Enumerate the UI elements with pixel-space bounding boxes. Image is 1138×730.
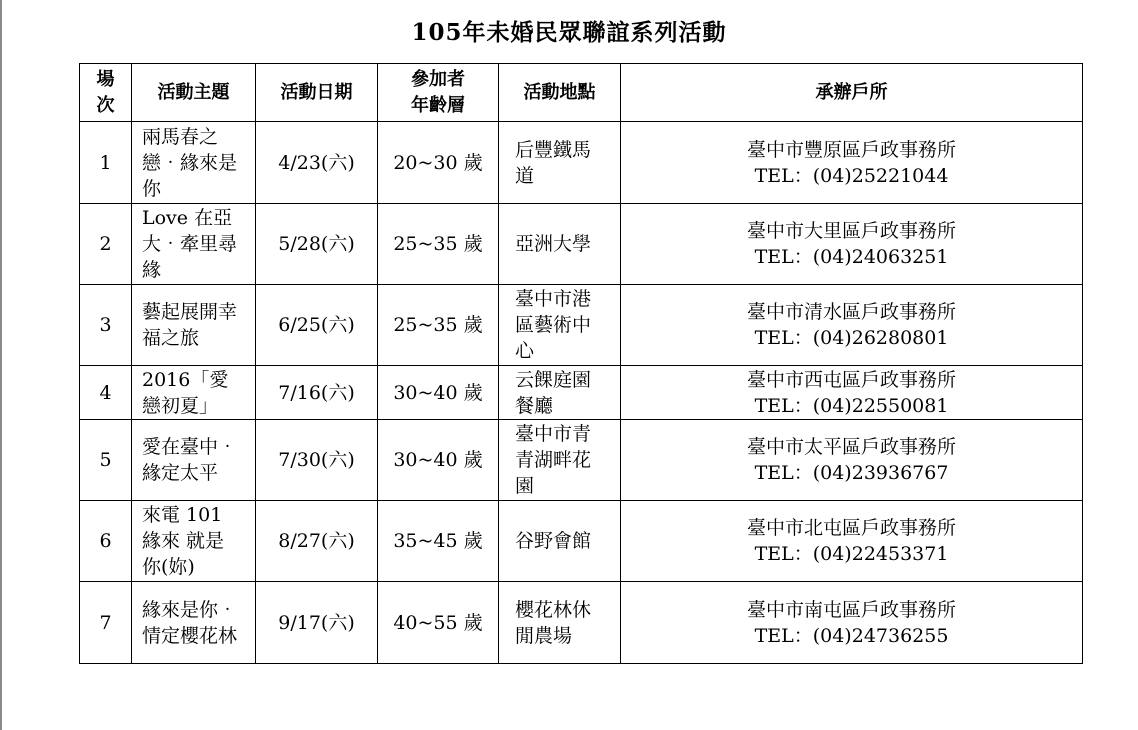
row-age: 30~40 歲 bbox=[378, 366, 499, 420]
row-office: 臺中市大里區戶政事務所 TEL：(04)24063251 bbox=[621, 204, 1083, 285]
row-venue: 后豐鐵馬道 bbox=[499, 122, 621, 204]
row-index: 4 bbox=[80, 366, 132, 420]
row-age: 20~30 歲 bbox=[378, 122, 499, 204]
row-date: 9/17(六) bbox=[256, 582, 378, 664]
row-theme: 2016「愛戀初夏」 bbox=[132, 366, 256, 420]
table-row bbox=[80, 582, 1083, 664]
row-date: 8/27(六) bbox=[256, 501, 378, 582]
activity-table bbox=[79, 63, 1083, 664]
row-index: 3 bbox=[80, 285, 132, 366]
row-date: 4/23(六) bbox=[256, 122, 378, 204]
row-age: 30~40 歲 bbox=[378, 420, 499, 501]
table-row bbox=[80, 366, 1083, 420]
page-left-edge bbox=[0, 0, 2, 730]
row-index: 5 bbox=[80, 420, 132, 501]
row-theme: 兩馬春之戀‧緣來是你 bbox=[132, 122, 256, 204]
table-row bbox=[80, 122, 1083, 204]
header-date: 活動日期 bbox=[256, 64, 378, 122]
row-venue: 臺中市港區藝術中心 bbox=[499, 285, 621, 366]
row-index: 1 bbox=[80, 122, 132, 204]
row-date: 7/30(六) bbox=[256, 420, 378, 501]
table-row bbox=[80, 420, 1083, 501]
row-date: 7/16(六) bbox=[256, 366, 378, 420]
document-title: 105年未婚民眾聯誼系列活動 bbox=[411, 19, 727, 46]
row-venue: 亞洲大學 bbox=[499, 204, 621, 285]
row-age: 25~35 歲 bbox=[378, 204, 499, 285]
row-venue: 云餜庭園餐廳 bbox=[499, 366, 621, 420]
row-theme: 愛在臺中‧緣定太平 bbox=[132, 420, 256, 501]
row-date: 5/28(六) bbox=[256, 204, 378, 285]
row-index: 2 bbox=[80, 204, 132, 285]
row-index: 7 bbox=[80, 582, 132, 664]
header-theme: 活動主題 bbox=[132, 64, 256, 122]
row-date: 6/25(六) bbox=[256, 285, 378, 366]
row-age: 40~55 歲 bbox=[378, 582, 499, 664]
row-office: 臺中市北屯區戶政事務所 TEL：(04)22453371 bbox=[621, 501, 1083, 582]
header-venue: 活動地點 bbox=[499, 64, 621, 122]
row-theme: 來電 101 緣來 就是你(妳) bbox=[132, 501, 256, 582]
table-row bbox=[80, 285, 1083, 366]
row-age: 25~35 歲 bbox=[378, 285, 499, 366]
header-organizer: 承辦戶所 bbox=[621, 64, 1083, 122]
row-venue: 臺中市青青湖畔花園 bbox=[499, 420, 621, 501]
row-theme: 藝起展開幸福之旅 bbox=[132, 285, 256, 366]
row-office: 臺中市西屯區戶政事務所 TEL：(04)22550081 bbox=[621, 366, 1083, 420]
row-office: 臺中市南屯區戶政事務所 TEL：(04)24736255 bbox=[621, 582, 1083, 664]
row-office: 臺中市清水區戶政事務所 TEL：(04)26280801 bbox=[621, 285, 1083, 366]
row-index: 6 bbox=[80, 501, 132, 582]
row-venue: 谷野會館 bbox=[499, 501, 621, 582]
header-row bbox=[80, 64, 1083, 122]
header-age: 參加者 年齡層 bbox=[378, 64, 499, 122]
header-index: 場次 bbox=[80, 64, 132, 122]
row-theme: Love 在亞大‧牽里尋緣 bbox=[132, 204, 256, 285]
row-office: 臺中市豐原區戶政事務所 TEL：(04)25221044 bbox=[621, 122, 1083, 204]
row-office: 臺中市太平區戶政事務所 TEL：(04)23936767 bbox=[621, 420, 1083, 501]
row-age: 35~45 歲 bbox=[378, 501, 499, 582]
row-venue: 櫻花林休閒農場 bbox=[499, 582, 621, 664]
row-theme: 緣來是你‧情定櫻花林 bbox=[132, 582, 256, 664]
table-row bbox=[80, 501, 1083, 582]
table-row bbox=[80, 204, 1083, 285]
